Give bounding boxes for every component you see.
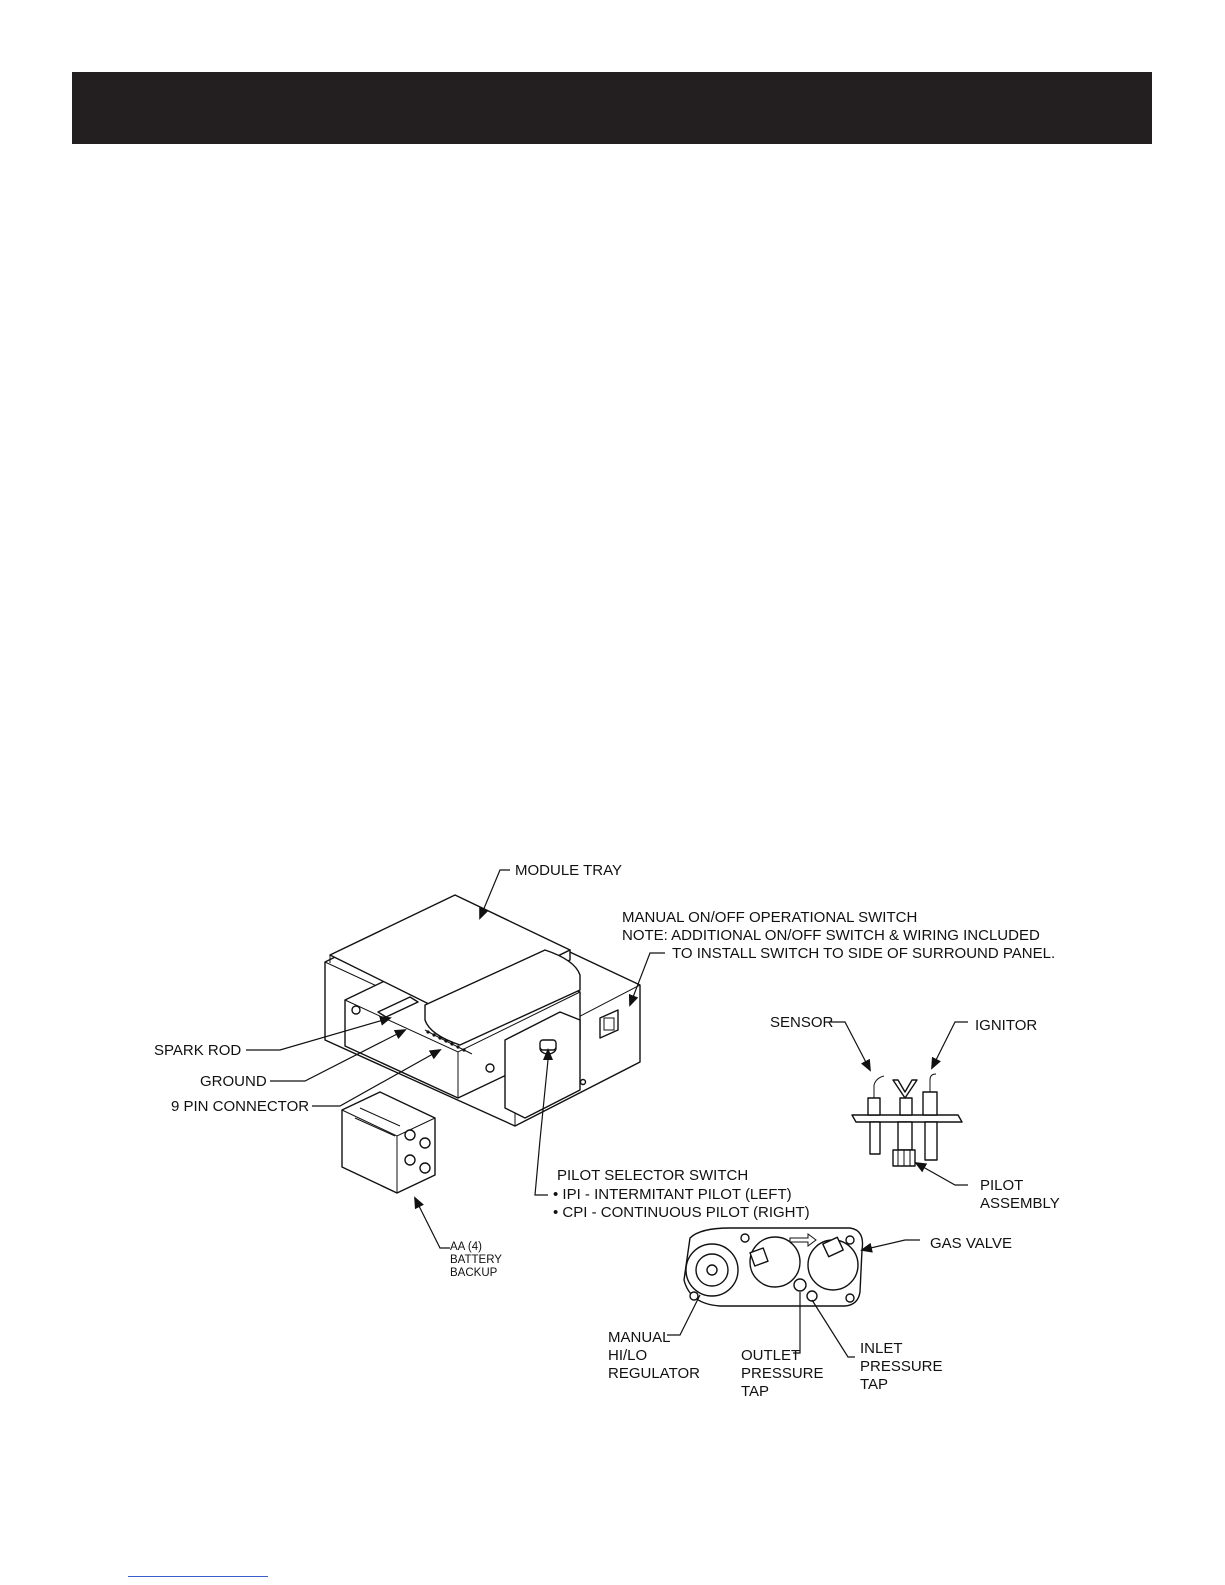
label-outlet-line2: PRESSURE: [741, 1365, 824, 1382]
module-tray-illustration: [325, 895, 640, 1126]
label-battery-line1: AA (4): [450, 1241, 482, 1253]
label-manual-reg-line2: HI/LO: [608, 1347, 648, 1364]
label-manual-switch-line2: NOTE: ADDITIONAL ON/OFF SWITCH & WIRING INCLUDED: [622, 927, 1040, 944]
label-gas-valve: GAS VALVE: [930, 1235, 1012, 1252]
label-inlet-line3: TAP: [860, 1376, 889, 1393]
label-pilot-assembly-line1: PILOT: [980, 1177, 1024, 1194]
label-outlet-line3: TAP: [741, 1383, 770, 1400]
label-sensor: SENSOR: [770, 1014, 834, 1031]
label-manual-switch-line3: TO INSTALL SWITCH TO SIDE OF SURROUND PANEL.: [672, 945, 1056, 962]
label-pilot-selector-cpi: • CPI - CONTINUOUS PILOT (RIGHT): [553, 1204, 810, 1221]
label-ground: GROUND: [200, 1073, 267, 1090]
label-inlet-line2: PRESSURE: [860, 1358, 943, 1375]
label-outlet-line1: OUTLET: [741, 1347, 801, 1364]
label-module-tray: MODULE TRAY: [515, 862, 622, 879]
label-spark-rod: SPARK ROD: [154, 1042, 242, 1059]
label-pilot-selector-title: PILOT SELECTOR SWITCH: [557, 1167, 749, 1184]
label-manual-reg-line1: MANUAL: [608, 1329, 671, 1346]
label-pilot-assembly-line2: ASSEMBLY: [980, 1195, 1060, 1212]
gas-valve-illustration: [684, 1228, 863, 1306]
label-ignitor: IGNITOR: [975, 1017, 1038, 1034]
pilot-assembly-illustration: [852, 1074, 962, 1166]
label-inlet-line1: INLET: [860, 1340, 903, 1357]
battery-pack-illustration: [342, 1092, 435, 1193]
footer-link-underline: [128, 1576, 268, 1577]
label-pilot-selector-ipi: • IPI - INTERMITANT PILOT (LEFT): [553, 1186, 792, 1203]
label-battery-line2: BATTERY: [450, 1254, 502, 1266]
label-manual-reg-line3: REGULATOR: [608, 1365, 700, 1382]
label-manual-switch-line1: MANUAL ON/OFF OPERATIONAL SWITCH: [622, 909, 918, 926]
label-9-pin-connector: 9 PIN CONNECTOR: [171, 1098, 310, 1115]
label-battery-line3: BACKUP: [450, 1267, 498, 1279]
